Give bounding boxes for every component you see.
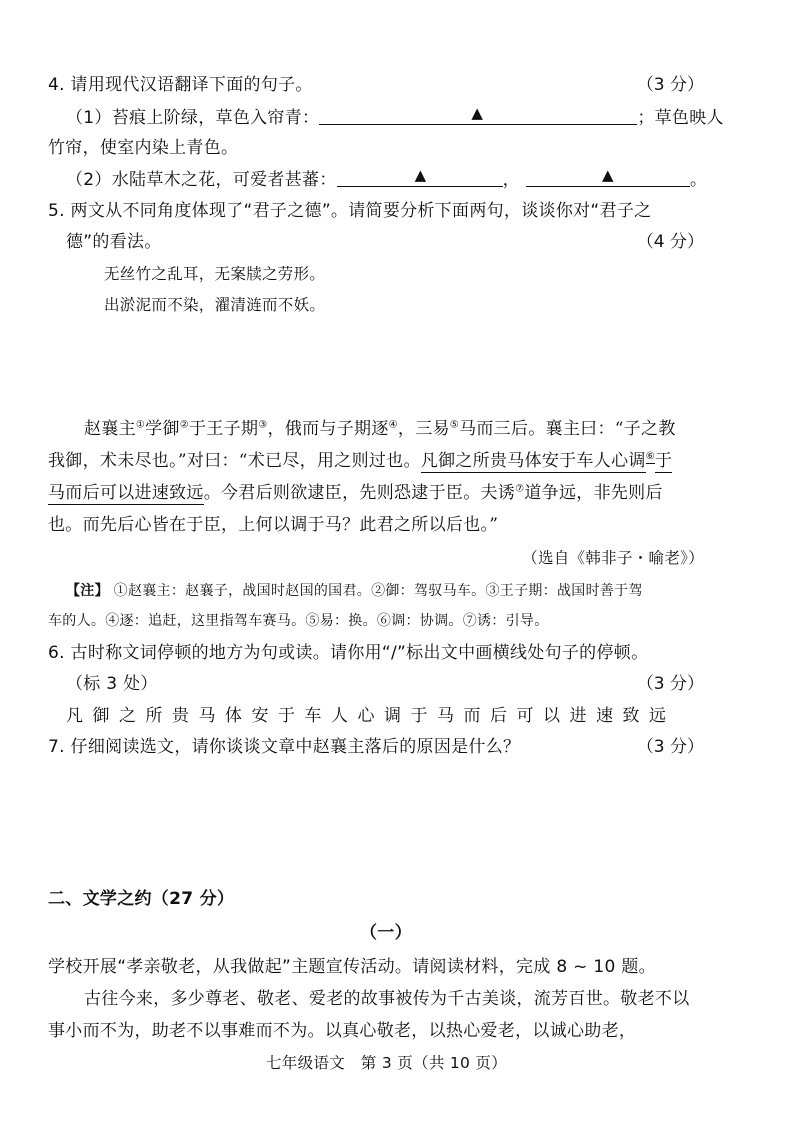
passage-text: ，三易 bbox=[397, 419, 450, 439]
passage-text: 马而三后。襄主曰：“子之教 bbox=[459, 419, 676, 439]
q7-score: （3 分） bbox=[636, 737, 704, 757]
q4-s1-suffix: ；草色映人 bbox=[637, 108, 724, 128]
passage-line-4: 也。而先后心皆在于臣，上何以调于马？此君之所以后也。” bbox=[48, 515, 499, 535]
footnote-ref: ④ bbox=[388, 419, 398, 431]
q5-quote-2: 出淤泥而不染，濯清涟而不妖。 bbox=[104, 296, 326, 314]
q4-stem: 4. 请用现代汉语翻译下面的句子。 bbox=[48, 75, 313, 95]
passage-line-2 bbox=[48, 450, 672, 472]
q4-sentence-1 bbox=[66, 106, 724, 129]
passage-text: 学御 bbox=[145, 419, 180, 439]
passage-text: ，俄而与子期逐 bbox=[267, 419, 389, 439]
q4-answer-blank-2[interactable] bbox=[337, 168, 503, 187]
notes-line-2: 车的人。④逐：追赶，这里指驾车赛马。⑤易：换。⑥调：协调。⑦诱：引导。 bbox=[48, 613, 549, 629]
q4-answer-blank-1[interactable] bbox=[319, 106, 637, 125]
underlined-sentence: 凡御之所贵马体安于车人心调 bbox=[420, 451, 646, 471]
q6-stem-1: 6. 古时称文词停顿的地方为句或读。请你用“/”标出文中画横线处句子的停顿。 bbox=[48, 643, 649, 663]
footnote-ref: ③ bbox=[258, 419, 268, 431]
section-2-title: 二、文学之约（27 分） bbox=[48, 889, 235, 909]
q4-sentence-2 bbox=[66, 168, 707, 191]
passage-text: 。今君后则欲逮臣，先则恐逮于臣。夫诱 bbox=[203, 483, 516, 503]
footnote-ref: ⑤ bbox=[449, 419, 460, 431]
material-line-1: 古往今来，多少尊老、敬老、爱老的故事被传为千古美谈，流芳百世。敬老不以 bbox=[84, 989, 690, 1009]
footnote-ref: ① bbox=[135, 419, 146, 431]
q6-score: （3 分） bbox=[636, 674, 704, 694]
q5-score: （4 分） bbox=[636, 232, 704, 252]
q6-sentence-to-mark[interactable]: 凡御之所贵马体安于车人心调于马而后可以进速致远 bbox=[66, 706, 676, 726]
q4-sentence-1-cont: 竹帘，使室内染上青色。 bbox=[48, 138, 239, 158]
blank-marker-triangle-icon: ▲ bbox=[601, 166, 614, 184]
section-2-subtitle: （一） bbox=[360, 923, 412, 943]
passage-line-1 bbox=[84, 418, 676, 440]
footnote-ref: ② bbox=[179, 419, 190, 431]
q5-quote-1: 无丝竹之乱耳，无案牍之劳形。 bbox=[104, 265, 326, 283]
material-line-2: 事小而不为，助老不以事难而不为。以真心敬老，以热心爱老，以诚心助老， bbox=[48, 1021, 637, 1041]
section-2-intro: 学校开展“孝亲敬老，从我做起”主题宣传活动。请阅读材料，完成 8 ~ 10 题。 bbox=[48, 957, 656, 977]
blank-marker-triangle-icon: ▲ bbox=[414, 166, 427, 184]
q5-stem-2: 德”的看法。 bbox=[66, 232, 162, 252]
underlined-sentence: 马而后可以进速致远 bbox=[48, 483, 204, 503]
q7-stem: 7. 仔细阅读选文，请你谈谈文章中赵襄主落后的原因是什么？ bbox=[48, 737, 521, 757]
notes-label: 【注】 bbox=[66, 583, 109, 599]
blank-marker-triangle-icon: ▲ bbox=[471, 104, 484, 122]
passage-text: 道争远，非先则后 bbox=[524, 483, 663, 503]
passage-text: 于王子期 bbox=[189, 419, 259, 439]
passage-line-3 bbox=[48, 482, 663, 504]
q4-s2-prefix: （2）水陆草木之花，可爱者甚蕃： bbox=[66, 170, 337, 190]
q4-s2-mid: ， bbox=[502, 170, 520, 190]
passage-text: 赵襄主 bbox=[84, 419, 136, 439]
footnote-ref: ⑦ bbox=[515, 483, 525, 495]
notes-line-1 bbox=[66, 580, 643, 602]
footnote-ref: ⑥ bbox=[645, 451, 655, 463]
q4-s2-end: 。 bbox=[689, 170, 708, 190]
q6-stem-2: （标 3 处） bbox=[66, 674, 158, 694]
notes-text: ①赵襄主：赵襄子，战国时赵国的国君。②御：驾驭马车。③王子期：战国时善于驾 bbox=[113, 583, 643, 599]
q4-answer-blank-3[interactable] bbox=[526, 168, 690, 187]
page-footer: 七年级语文 第 3 页（共 10 页） bbox=[266, 1054, 507, 1072]
passage-source: （选自《韩非子・喻老》） bbox=[522, 549, 704, 567]
q4-score: （3 分） bbox=[636, 75, 704, 95]
underlined-sentence: 于 bbox=[654, 451, 673, 471]
passage-text: 我御，术未尽也。”对曰：“术已尽，用之则过也。 bbox=[48, 451, 421, 471]
q4-s1-prefix: （1）苔痕上阶绿，草色入帘青： bbox=[66, 108, 320, 128]
q5-stem-1: 5. 两文从不同角度体现了“君子之德”。请简要分析下面两句，谈谈你对“君子之 bbox=[48, 201, 652, 221]
